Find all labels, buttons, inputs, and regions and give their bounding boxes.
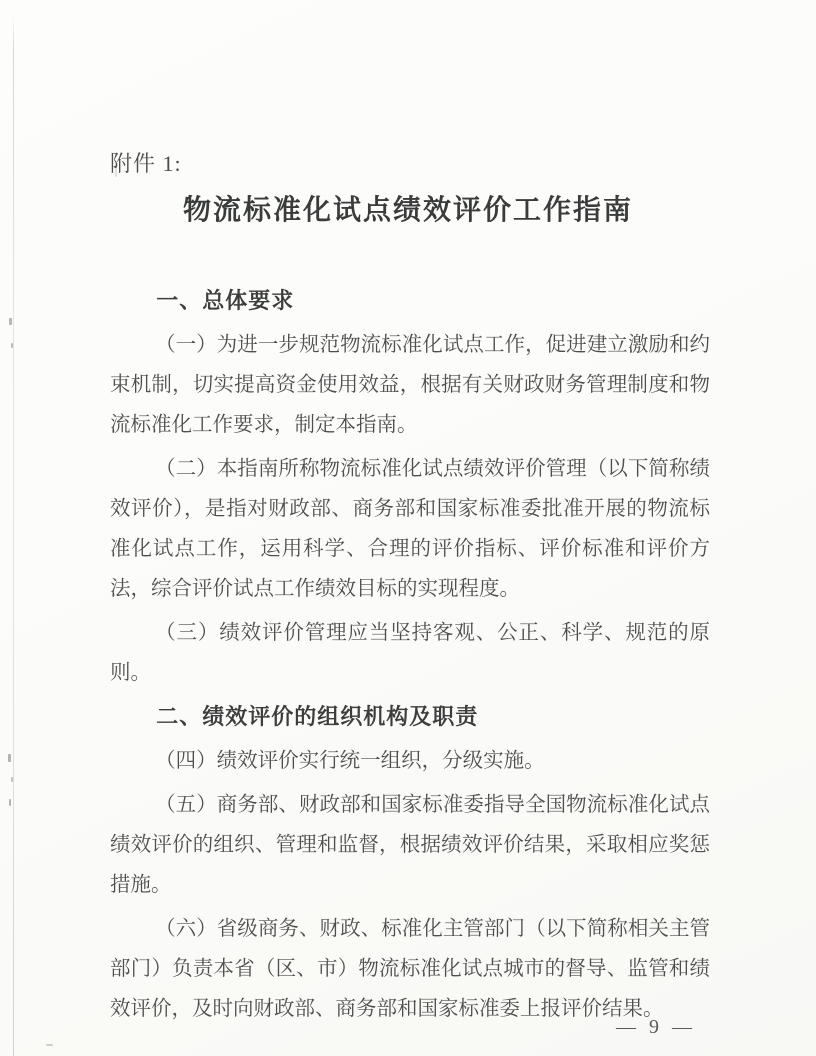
paragraph-2: （二）本指南所称物流标准化试点绩效评价管理（以下简称绩效评价），是指对财政部、商务部和国家标准委批准开展的物流标准化试点工作，运用科学、合理的评价指标、评价标准和评价方法，综合评价试点工作绩效目标的实现程度。	[110, 458, 710, 600]
paragraph-3: （三）绩效评价管理应当坚持客观、公正、科学、规范的原则。	[110, 622, 710, 684]
scan-speck-artifact	[9, 318, 12, 325]
section-heading-organization-duties: 二、绩效评价的组织机构及职责	[156, 704, 479, 729]
scan-speck-artifact	[11, 343, 13, 348]
paragraph-6: （六）省级商务、财政、标准化主管部门（以下简称相关主管部门）负责本省（区、市）物流标准化试点城市的督导、监管和绩效评价，及时向财政部、商务部和国家标准委上报评价结果。	[110, 918, 710, 1020]
scan-speck-artifact	[11, 777, 13, 782]
section-heading-general-requirements: 一、总体要求	[156, 288, 295, 313]
paragraph-5: （五）商务部、财政部和国家标准委指导全国物流标准化试点绩效评价的组织、管理和监督，根据绩效评价结果，采取相应奖惩措施。	[110, 794, 710, 896]
document-body	[110, 281, 710, 1033]
scan-speck-artifact	[46, 1044, 53, 1046]
scan-speck-artifact	[9, 799, 11, 806]
paragraph-1: （一）为进一步规范物流标准化试点工作，促进建立激励和约束机制，切实提高资金使用效益，根据有关财政财务管理制度和物流标准化工作要求，制定本指南。	[110, 334, 710, 436]
attachment-label: 附件 1:	[110, 151, 182, 176]
scan-speck-artifact	[8, 754, 11, 762]
scan-line-artifact	[13, 16, 14, 1056]
page-number: — 9 —	[616, 1016, 696, 1038]
paragraph-4: （四）绩效评价实行统一组织，分级实施。	[155, 750, 545, 772]
document-title: 物流标准化试点绩效评价工作指南	[182, 194, 633, 225]
